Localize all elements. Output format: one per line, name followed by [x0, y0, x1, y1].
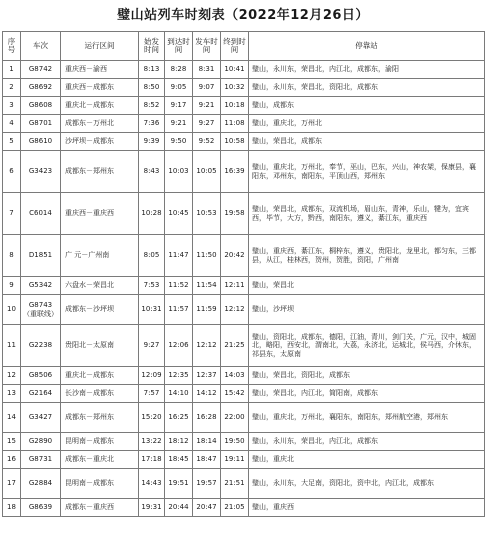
cell-train: G8692 [21, 79, 61, 97]
cell-no: 6 [3, 151, 21, 193]
cell-no: 14 [3, 403, 21, 433]
table-row [3, 499, 485, 517]
cell-start: 8:13 [139, 61, 165, 79]
cell-stops: 璧山，重庆西，綦江东，桐梓东，遵义，贵阳北，龙里北，都匀东，三都县，从江，桂林西，贺州，贺胜，资阳，广州南 [249, 235, 485, 277]
cell-start: 8:52 [139, 97, 165, 115]
cell-route: 昆明南－成都东 [61, 433, 139, 451]
cell-no: 12 [3, 367, 21, 385]
cell-route: 成都东－万州北 [61, 115, 139, 133]
cell-no: 4 [3, 115, 21, 133]
cell-depart: 19:57 [193, 469, 221, 499]
cell-start: 10:31 [139, 295, 165, 325]
table-row [3, 433, 485, 451]
cell-end: 12:11 [221, 277, 249, 295]
cell-no: 15 [3, 433, 21, 451]
cell-arrive: 9:50 [165, 133, 193, 151]
cell-depart: 10:53 [193, 193, 221, 235]
col-header-route: 运行区间 [61, 32, 139, 61]
cell-route: 重庆北－成都东 [61, 367, 139, 385]
cell-route: 成都东－郑州东 [61, 403, 139, 433]
cell-stops: 璧山，荣昌北，成都东 [249, 133, 485, 151]
cell-stops: 璧山，永川东，荣昌北，资阳北，成都东 [249, 79, 485, 97]
table-row [3, 151, 485, 193]
cell-end: 22:00 [221, 403, 249, 433]
table-row [3, 367, 485, 385]
table-row [3, 403, 485, 433]
cell-arrive: 11:57 [165, 295, 193, 325]
cell-start: 7:53 [139, 277, 165, 295]
cell-end: 12:12 [221, 295, 249, 325]
table-row [3, 325, 485, 367]
cell-depart: 12:12 [193, 325, 221, 367]
cell-start: 12:09 [139, 367, 165, 385]
cell-stops: 璧山，荣昌北，成都东，双流机场，眉山东，青神，乐山，犍为，宜宾西，毕节，大方，黔西，南阳东，遵义，綦江东，重庆西 [249, 193, 485, 235]
cell-depart: 16:28 [193, 403, 221, 433]
cell-stops: 璧山，荣昌北 [249, 277, 485, 295]
table-row [3, 133, 485, 151]
cell-start: 15:20 [139, 403, 165, 433]
cell-arrive: 12:35 [165, 367, 193, 385]
col-header-no: 序号 [3, 32, 21, 61]
cell-start: 8:50 [139, 79, 165, 97]
col-header-arrive: 到达时间 [165, 32, 193, 61]
cell-end: 20:42 [221, 235, 249, 277]
cell-train: G3427 [21, 403, 61, 433]
cell-arrive: 9:21 [165, 115, 193, 133]
cell-depart: 9:07 [193, 79, 221, 97]
cell-train: G8731 [21, 451, 61, 469]
cell-depart: 18:47 [193, 451, 221, 469]
cell-start: 8:43 [139, 151, 165, 193]
cell-arrive: 18:12 [165, 433, 193, 451]
cell-stops: 璧山，沙坪坝 [249, 295, 485, 325]
cell-route: 六盘水－荣昌北 [61, 277, 139, 295]
cell-no: 13 [3, 385, 21, 403]
cell-no: 17 [3, 469, 21, 499]
cell-train: G2890 [21, 433, 61, 451]
page-title: 璧山站列车时刻表（2022年12月26日） [117, 8, 369, 23]
cell-train: G8701 [21, 115, 61, 133]
table-row [3, 61, 485, 79]
cell-train: G2164 [21, 385, 61, 403]
cell-depart: 9:52 [193, 133, 221, 151]
cell-no: 10 [3, 295, 21, 325]
cell-stops: 璧山，重庆北，万州北，奉节，巫山，巴东，兴山，神农架，保康县，襄阳东，邓州东，南阳东，平顶山西，郑州东 [249, 151, 485, 193]
cell-end: 19:11 [221, 451, 249, 469]
cell-arrive: 11:52 [165, 277, 193, 295]
table-row [3, 451, 485, 469]
cell-depart: 20:47 [193, 499, 221, 517]
cell-no: 1 [3, 61, 21, 79]
cell-start: 7:36 [139, 115, 165, 133]
cell-route: 重庆西－渝西 [61, 61, 139, 79]
cell-stops: 璧山，永川东，大足南，资阳北，资中北，内江北，成都东 [249, 469, 485, 499]
cell-arrive: 20:44 [165, 499, 193, 517]
cell-arrive: 16:25 [165, 403, 193, 433]
cell-train: G8742 [21, 61, 61, 79]
cell-depart: 11:50 [193, 235, 221, 277]
cell-train: G8608 [21, 97, 61, 115]
cell-start: 7:57 [139, 385, 165, 403]
cell-stops: 璧山，重庆北，万州北 [249, 115, 485, 133]
cell-depart: 18:14 [193, 433, 221, 451]
cell-start: 17:18 [139, 451, 165, 469]
cell-no: 5 [3, 133, 21, 151]
cell-route: 沙坪坝－成都东 [61, 133, 139, 151]
cell-route: 贵阳北－太原南 [61, 325, 139, 367]
cell-stops: 璧山，重庆北 [249, 451, 485, 469]
cell-no: 3 [3, 97, 21, 115]
cell-depart: 11:54 [193, 277, 221, 295]
col-header-train: 车次 [21, 32, 61, 61]
cell-stops: 璧山，重庆西 [249, 499, 485, 517]
cell-arrive: 11:47 [165, 235, 193, 277]
cell-arrive: 18:45 [165, 451, 193, 469]
cell-start: 8:05 [139, 235, 165, 277]
cell-no: 8 [3, 235, 21, 277]
cell-end: 10:58 [221, 133, 249, 151]
cell-end: 14:03 [221, 367, 249, 385]
cell-route: 重庆西－成都东 [61, 79, 139, 97]
cell-route: 成都东－重庆西 [61, 499, 139, 517]
cell-end: 10:18 [221, 97, 249, 115]
cell-route: 昆明南－成都东 [61, 469, 139, 499]
cell-stops: 璧山，永川东，荣昌北，内江北，成都东 [249, 433, 485, 451]
col-header-end: 终到时间 [221, 32, 249, 61]
table-row [3, 115, 485, 133]
cell-route: 重庆北－成都东 [61, 97, 139, 115]
cell-no: 16 [3, 451, 21, 469]
cell-stops: 璧山，重庆北，万州北，襄阳东，南阳东，郑州航空港，郑州东 [249, 403, 485, 433]
cell-route: 成都东－沙坪坝 [61, 295, 139, 325]
cell-route: 广 元－广州南 [61, 235, 139, 277]
cell-end: 21:51 [221, 469, 249, 499]
cell-stops: 璧山，成都东 [249, 97, 485, 115]
cell-arrive: 9:05 [165, 79, 193, 97]
cell-arrive: 9:17 [165, 97, 193, 115]
table-row [3, 235, 485, 277]
cell-train: G8610 [21, 133, 61, 151]
cell-start: 14:43 [139, 469, 165, 499]
cell-depart: 11:59 [193, 295, 221, 325]
cell-route: 重庆西－重庆西 [61, 193, 139, 235]
cell-end: 10:41 [221, 61, 249, 79]
col-header-stops: 停靠站 [249, 32, 485, 61]
cell-stops: 璧山，荣昌北，资阳北，成都东 [249, 367, 485, 385]
cell-no: 9 [3, 277, 21, 295]
cell-no: 7 [3, 193, 21, 235]
col-header-depart: 发车时间 [193, 32, 221, 61]
table-row [3, 97, 485, 115]
header-row [3, 32, 485, 61]
cell-train: D1851 [21, 235, 61, 277]
cell-end: 21:25 [221, 325, 249, 367]
cell-start: 9:39 [139, 133, 165, 151]
cell-stops: 璧山，永川东，荣昌北，内江北，成都东，渝阳 [249, 61, 485, 79]
cell-end: 19:58 [221, 193, 249, 235]
cell-no: 18 [3, 499, 21, 517]
table-row [3, 295, 485, 325]
table-row [3, 193, 485, 235]
col-header-start: 始发时间 [139, 32, 165, 61]
cell-depart: 14:12 [193, 385, 221, 403]
cell-arrive: 10:45 [165, 193, 193, 235]
table-row [3, 469, 485, 499]
cell-no: 2 [3, 79, 21, 97]
timetable [2, 31, 485, 517]
cell-arrive: 10:03 [165, 151, 193, 193]
cell-train: G3423 [21, 151, 61, 193]
cell-train: G8639 [21, 499, 61, 517]
cell-depart: 8:31 [193, 61, 221, 79]
cell-route: 成都东－重庆北 [61, 451, 139, 469]
cell-depart: 10:05 [193, 151, 221, 193]
cell-end: 15:42 [221, 385, 249, 403]
cell-train: C6014 [21, 193, 61, 235]
cell-start: 10:28 [139, 193, 165, 235]
cell-arrive: 19:51 [165, 469, 193, 499]
cell-start: 13:22 [139, 433, 165, 451]
cell-arrive: 8:28 [165, 61, 193, 79]
cell-depart: 12:37 [193, 367, 221, 385]
cell-route: 长沙南－成都东 [61, 385, 139, 403]
cell-end: 10:32 [221, 79, 249, 97]
cell-arrive: 12:06 [165, 325, 193, 367]
cell-depart: 9:27 [193, 115, 221, 133]
cell-end: 16:39 [221, 151, 249, 193]
cell-no: 11 [3, 325, 21, 367]
cell-train: G8506 [21, 367, 61, 385]
table-row [3, 79, 485, 97]
cell-route: 成都东－郑州东 [61, 151, 139, 193]
cell-end: 11:08 [221, 115, 249, 133]
table-row [3, 277, 485, 295]
cell-train: G5342 [21, 277, 61, 295]
cell-end: 21:05 [221, 499, 249, 517]
cell-train: G8743 （重联线） [21, 295, 61, 325]
cell-train: G2884 [21, 469, 61, 499]
cell-arrive: 14:10 [165, 385, 193, 403]
cell-train: G2238 [21, 325, 61, 367]
cell-start: 9:27 [139, 325, 165, 367]
cell-stops: 璧山，荣昌北，内江北，简阳南，成都东 [249, 385, 485, 403]
cell-start: 19:31 [139, 499, 165, 517]
cell-stops: 璧山，资阳北，成都东，德阳，江油，青川，剑门关，广元，汉中，城固北，略阳，西安北，渭南北，大荔，永济北，运城北，侯马西，介休东，祁县东，太原南 [249, 325, 485, 367]
table-row [3, 385, 485, 403]
cell-depart: 9:21 [193, 97, 221, 115]
cell-end: 19:50 [221, 433, 249, 451]
